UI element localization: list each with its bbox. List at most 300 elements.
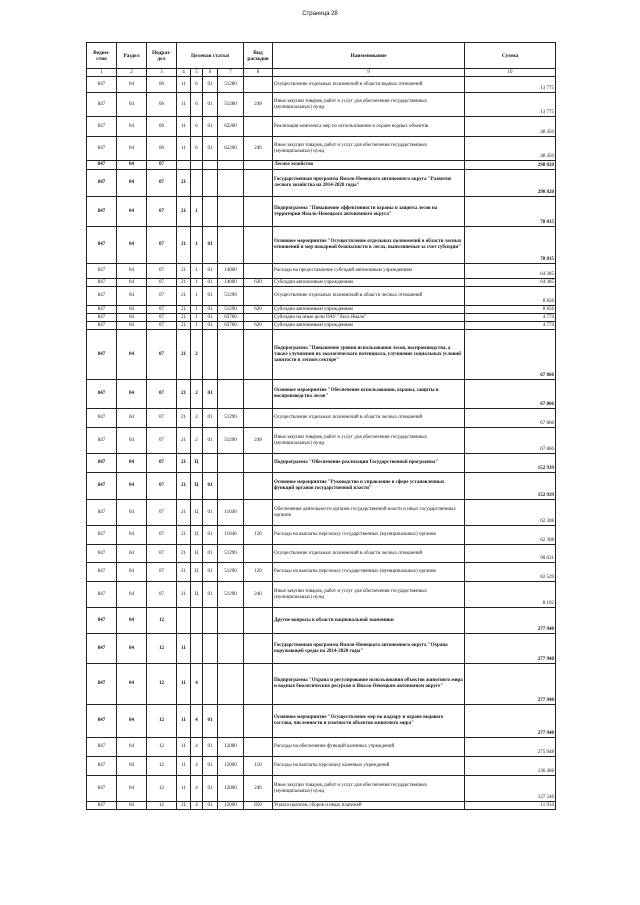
name-cell: Субсидии автономным учреждениям [273,279,465,287]
sum-cell: 277 948 [465,664,556,705]
razdel-cell: 04 [117,563,147,582]
expense-type-cell: 240 [244,137,273,161]
program-cell [177,161,191,170]
expense-type-cell [244,454,273,473]
podrazdel-cell: 07 [147,473,177,500]
expense-type-cell [244,170,273,197]
ved-cell: 847 [87,526,117,545]
direction-cell [218,634,244,664]
expense-type-cell: 620 [244,279,273,287]
subprogram-cell: 1 [191,314,203,322]
table-row [87,287,556,306]
subprogram-cell: 4 [191,664,203,705]
sum-cell: 82 529 [465,563,556,582]
header-target-article: Целевая статья [177,43,244,69]
ved-cell: 847 [87,500,117,526]
ved-cell: 847 [87,170,117,197]
name-cell: Подпрограмма "Охрана и регулирование использования объектов животного мира и водных биологических ресурсов в Ямало-Ненецком автономном округе" [273,664,465,705]
expense-type-cell [244,664,273,705]
razdel-cell: 04 [117,330,147,380]
sum-cell: 62 308 [465,500,556,526]
program-cell: 21 [177,545,191,563]
ved-cell: 847 [87,563,117,582]
event-cell: 01 [203,409,218,428]
razdel-cell: 04 [117,738,147,757]
razdel-cell: 04 [117,279,147,287]
subprogram-cell: 1 [191,287,203,306]
table-row [87,279,556,287]
subprogram-cell [191,161,203,170]
name-cell: Государственная программа Ямало-Ненецкого автономного округа "Развитие лесного хозяйства на 2014-2020 годы" [273,170,465,197]
name-cell: Иные закупки товаров, работ и услуг для обеспечения государственных (муниципальных) нужд [273,428,465,454]
name-cell: Осуществление отдельных полномочий в области лесных отношений [273,409,465,428]
table-row [87,776,556,802]
table-row [87,757,556,776]
event-cell [203,197,218,227]
program-cell [177,608,191,634]
sum-cell: 13 775 [465,93,556,117]
razdel-cell: 04 [117,608,147,634]
direction-cell: 11040 [218,526,244,545]
podrazdel-cell: 07 [147,454,177,473]
table-row [87,738,556,757]
podrazdel-cell: 07 [147,287,177,306]
razdel-cell: 04 [117,454,147,473]
sum-cell: 136 468 [465,757,556,776]
ved-cell: 847 [87,279,117,287]
ved-cell: 847 [87,473,117,500]
name-cell: Основное мероприятие "Обеспечение использования, охраны, защиты и воспроизводства лесов" [273,380,465,409]
podrazdel-cell: 07 [147,409,177,428]
razdel-cell: 04 [117,500,147,526]
ved-cell: 847 [87,264,117,279]
direction-cell: 51290 [218,287,244,306]
budget-table [86,42,556,810]
table-row [87,77,556,93]
ved-cell: 847 [87,582,117,608]
expense-type-cell [244,608,273,634]
name-cell: Осуществление отдельных полномочий в области лесных отношений [273,287,465,306]
direction-cell: 51290 [218,409,244,428]
expense-type-cell: 120 [244,563,273,582]
table-body [87,77,556,810]
sum-cell: 78 015 [465,227,556,264]
sum-cell: 152 939 [465,454,556,473]
sum-cell: 298 820 [465,161,556,170]
event-cell [203,608,218,634]
program-cell: 21 [177,170,191,197]
page-label: Страница 28 [302,11,338,17]
ved-cell: 847 [87,776,117,802]
expense-type-cell: 240 [244,582,273,608]
direction-cell [218,227,244,264]
direction-cell: 51290 [218,563,244,582]
sum-cell: 127 546 [465,776,556,802]
sum-cell: 62 308 [465,526,556,545]
sum-cell: 67 866 [465,330,556,380]
podrazdel-cell: 07 [147,563,177,582]
sum-cell: 277 948 [465,634,556,664]
table-row [87,137,556,161]
table-row [87,197,556,227]
razdel-cell: 04 [117,634,147,664]
table-row [87,306,556,314]
ved-cell: 847 [87,380,117,409]
podrazdel-cell: 07 [147,428,177,454]
expense-type-cell [244,705,273,738]
sum-cell: 277 948 [465,705,556,738]
ved-cell: 847 [87,93,117,117]
ved-cell: 847 [87,705,117,738]
subprogram-cell: 6 [191,137,203,161]
expense-type-cell: 240 [244,776,273,802]
program-cell: 21 [177,454,191,473]
column-number: 9 [273,69,465,77]
column-number: 4 [177,69,191,77]
subprogram-cell: 1 [191,264,203,279]
direction-cell: 14000 [218,279,244,287]
direction-cell [218,705,244,738]
event-cell: 01 [203,545,218,563]
program-cell: 11 [177,664,191,705]
podrazdel-cell: 07 [147,264,177,279]
ved-cell: 847 [87,161,117,170]
program-cell: 21 [177,428,191,454]
direction-cell [218,161,244,170]
razdel-cell: 04 [117,757,147,776]
subprogram-cell: 1 [191,322,203,330]
event-cell: 01 [203,287,218,306]
expense-type-cell [244,634,273,664]
event-cell [203,634,218,664]
subprogram-cell: Ц [191,563,203,582]
direction-cell: 63760 [218,322,244,330]
program-cell: 11 [177,705,191,738]
table-row [87,634,556,664]
razdel-cell: 04 [117,526,147,545]
table-row [87,227,556,264]
event-cell: 01 [203,264,218,279]
name-cell: Иные закупки товаров, работ и услуг для обеспечения государственных (муниципальных) нужд [273,776,465,802]
subprogram-cell: 4 [191,738,203,757]
subprogram-cell [191,170,203,197]
name-cell: Субсидии на иные цели ОАУ "Леса Ямала" [273,314,465,322]
direction-cell [218,330,244,380]
event-cell: 01 [203,322,218,330]
expense-type-cell [244,227,273,264]
name-cell: Расходы на выплаты персоналу государственных (муниципальных) органов [273,563,465,582]
ved-cell: 847 [87,306,117,314]
subprogram-cell: 6 [191,77,203,93]
sum-cell: 67 866 [465,380,556,409]
header-vedomstvo: Ведом-ство [87,43,117,69]
podrazdel-cell: 07 [147,322,177,330]
event-cell: 01 [203,137,218,161]
program-cell: 21 [177,287,191,306]
subprogram-cell: Ц [191,526,203,545]
name-cell: Субсидии автономным учреждениям [273,306,465,314]
razdel-cell: 04 [117,380,147,409]
ved-cell: 847 [87,322,117,330]
expense-type-cell: 620 [244,322,273,330]
expense-type-cell [244,330,273,380]
table-row [87,409,556,428]
podrazdel-cell: 12 [147,738,177,757]
razdel-cell: 04 [117,473,147,500]
sum-cell: 48 450 [465,117,556,137]
event-cell [203,330,218,380]
podrazdel-cell: 12 [147,757,177,776]
subprogram-cell: Ц [191,500,203,526]
name-cell: Реализация комплекса мер по использованию и охране водных объектов [273,117,465,137]
program-cell: 21 [177,322,191,330]
event-cell: 01 [203,473,218,500]
column-number: 1 [87,69,117,77]
table-row [87,473,556,500]
program-cell: 21 [177,473,191,500]
podrazdel-cell: 07 [147,582,177,608]
podrazdel-cell: 07 [147,314,177,322]
event-cell: 01 [203,563,218,582]
razdel-cell: 04 [117,93,147,117]
event-cell: 01 [203,93,218,117]
expense-type-cell [244,264,273,279]
program-cell: 11 [177,738,191,757]
table-row [87,117,556,137]
program-cell: 21 [177,227,191,264]
program-cell: 11 [177,757,191,776]
direction-cell [218,380,244,409]
name-cell: Расходы на выплаты персоналу государственных (муниципальных) органов [273,526,465,545]
table-row [87,161,556,170]
expense-type-cell [244,473,273,500]
podrazdel-cell: 07 [147,170,177,197]
ved-cell: 847 [87,197,117,227]
program-cell: 11 [177,137,191,161]
event-cell [203,170,218,197]
expense-type-cell [244,287,273,306]
sum-cell: 13 775 [465,77,556,93]
podrazdel-cell: 12 [147,608,177,634]
name-cell: Уплата налогов, сборов и иных платежей [273,802,465,810]
column-number: 10 [465,69,556,77]
ved-cell: 847 [87,287,117,306]
column-number: 5 [191,69,203,77]
header-sum: Сумма [465,43,556,69]
name-cell: Расходы на выплаты персоналу казенных учреждений [273,757,465,776]
event-cell: 01 [203,738,218,757]
table-row [87,314,556,322]
program-cell: 21 [177,330,191,380]
subprogram-cell: 1 [191,197,203,227]
razdel-cell: 04 [117,170,147,197]
sum-cell: 90 631 [465,545,556,563]
event-cell: 01 [203,582,218,608]
header-expense-type: Вид расходов [244,43,273,69]
program-cell: 21 [177,314,191,322]
program-cell: 21 [177,197,191,227]
expense-type-cell [244,161,273,170]
razdel-cell: 04 [117,227,147,264]
header-razdel: Раздел [117,43,147,69]
table-row [87,545,556,563]
direction-cell: 51290 [218,428,244,454]
subprogram-cell: 6 [191,117,203,137]
table-row [87,428,556,454]
event-cell [203,664,218,705]
sum-cell: 8 856 [465,287,556,306]
podrazdel-cell: 07 [147,227,177,264]
name-cell: Иные закупки товаров, работ и услуг для обеспечения государственных (муниципальных) нужд [273,582,465,608]
podrazdel-cell: 06 [147,117,177,137]
program-cell: 21 [177,582,191,608]
subprogram-cell: 2 [191,330,203,380]
sum-cell: 277 948 [465,608,556,634]
table-row [87,264,556,279]
name-cell: Осуществление отдельных полномочий в области лесных отношений [273,545,465,563]
column-number: 3 [147,69,177,77]
direction-cell: 12000 [218,776,244,802]
event-cell: 01 [203,526,218,545]
ved-cell: 847 [87,428,117,454]
razdel-cell: 04 [117,776,147,802]
sum-cell: 152 939 [465,473,556,500]
podrazdel-cell: 06 [147,77,177,93]
event-cell: 01 [203,380,218,409]
table-row [87,664,556,705]
razdel-cell: 04 [117,287,147,306]
sum-cell: 275 948 [465,738,556,757]
direction-cell: 14000 [218,264,244,279]
column-number: 2 [117,69,147,77]
subprogram-cell: 2 [191,409,203,428]
expense-type-cell [244,409,273,428]
ved-cell: 847 [87,634,117,664]
expense-type-cell [244,77,273,93]
table-row [87,330,556,380]
razdel-cell: 04 [117,264,147,279]
subprogram-cell: 4 [191,776,203,802]
subprogram-cell: Ц [191,454,203,473]
column-number: 6 [203,69,218,77]
razdel-cell: 04 [117,545,147,563]
direction-cell: 12000 [218,738,244,757]
ved-cell: 847 [87,409,117,428]
sum-cell: 8 856 [465,306,556,314]
podrazdel-cell: 07 [147,380,177,409]
direction-cell [218,608,244,634]
event-cell: 01 [203,757,218,776]
expense-type-cell [244,117,273,137]
subprogram-cell: Ц [191,545,203,563]
program-cell: 11 [177,117,191,137]
ved-cell: 847 [87,117,117,137]
table-row [87,454,556,473]
name-cell: Осуществление отдельных полномочий в области водных отношений [273,77,465,93]
table-row [87,170,556,197]
razdel-cell: 04 [117,409,147,428]
podrazdel-cell: 07 [147,161,177,170]
ved-cell: 847 [87,738,117,757]
program-cell: 11 [177,77,191,93]
expense-type-cell: 110 [244,757,273,776]
table-row [87,380,556,409]
name-cell: Основное мероприятие "Осуществление отдельных полномочий в области лесных отношений и мер пожарной безопасности в лесах, выполняемые за счет субсидии" [273,227,465,264]
podrazdel-cell: 12 [147,664,177,705]
expense-type-cell [244,738,273,757]
table-row [87,563,556,582]
subprogram-cell: 1 [191,306,203,314]
podrazdel-cell: 07 [147,500,177,526]
sum-cell: 11 934 [465,802,556,810]
ved-cell: 847 [87,454,117,473]
name-cell: Лесное хозяйство [273,161,465,170]
direction-cell [218,664,244,705]
name-cell: Иные закупки товаров, работ и услуг для обеспечения государственных (муниципальных) нужд [273,93,465,117]
razdel-cell: 04 [117,322,147,330]
razdel-cell: 04 [117,161,147,170]
razdel-cell: 04 [117,428,147,454]
ved-cell: 847 [87,757,117,776]
header-name: Наименование [273,43,465,69]
event-cell: 01 [203,705,218,738]
razdel-cell: 04 [117,705,147,738]
podrazdel-cell: 07 [147,526,177,545]
name-cell: Расходы на обеспечение функций казенных учреждений [273,738,465,757]
program-cell: 11 [177,634,191,664]
expense-type-cell [244,314,273,322]
razdel-cell: 04 [117,664,147,705]
event-cell: 01 [203,776,218,802]
expense-type-cell: 850 [244,802,273,810]
column-number: 7 [218,69,244,77]
sum-cell: 4 774 [465,314,556,322]
direction-cell [218,170,244,197]
razdel-cell: 04 [117,137,147,161]
razdel-cell: 04 [117,197,147,227]
name-cell: Иные закупки товаров, работ и услуг для обеспечения государственных (муниципальных) нужд [273,137,465,161]
name-cell: Другие вопросы в области национальной экономики [273,608,465,634]
name-cell: Подпрограмма "Повышение эффективности охраны и защиты лесов на территории Ямало-Ненецкого автономного округа" [273,197,465,227]
ved-cell: 847 [87,545,117,563]
direction-cell [218,454,244,473]
podrazdel-cell: 07 [147,197,177,227]
subprogram-cell: Ц [191,582,203,608]
program-cell: 11 [177,93,191,117]
direction-cell: 63760 [218,314,244,322]
table-row [87,705,556,738]
direction-cell [218,197,244,227]
event-cell: 01 [203,500,218,526]
header-podrazdel: Подраз-дел [147,43,177,69]
subprogram-cell: 4 [191,757,203,776]
direction-cell: 62200 [218,117,244,137]
subprogram-cell [191,634,203,664]
ved-cell: 847 [87,608,117,634]
event-cell: 01 [203,279,218,287]
program-cell: 21 [177,380,191,409]
expense-type-cell [244,500,273,526]
table-row [87,608,556,634]
podrazdel-cell: 12 [147,802,177,810]
subprogram-cell: 2 [191,428,203,454]
direction-cell: 51290 [218,306,244,314]
direction-cell: 11040 [218,500,244,526]
event-cell [203,161,218,170]
ved-cell: 847 [87,314,117,322]
podrazdel-cell: 07 [147,279,177,287]
expense-type-cell: 240 [244,93,273,117]
